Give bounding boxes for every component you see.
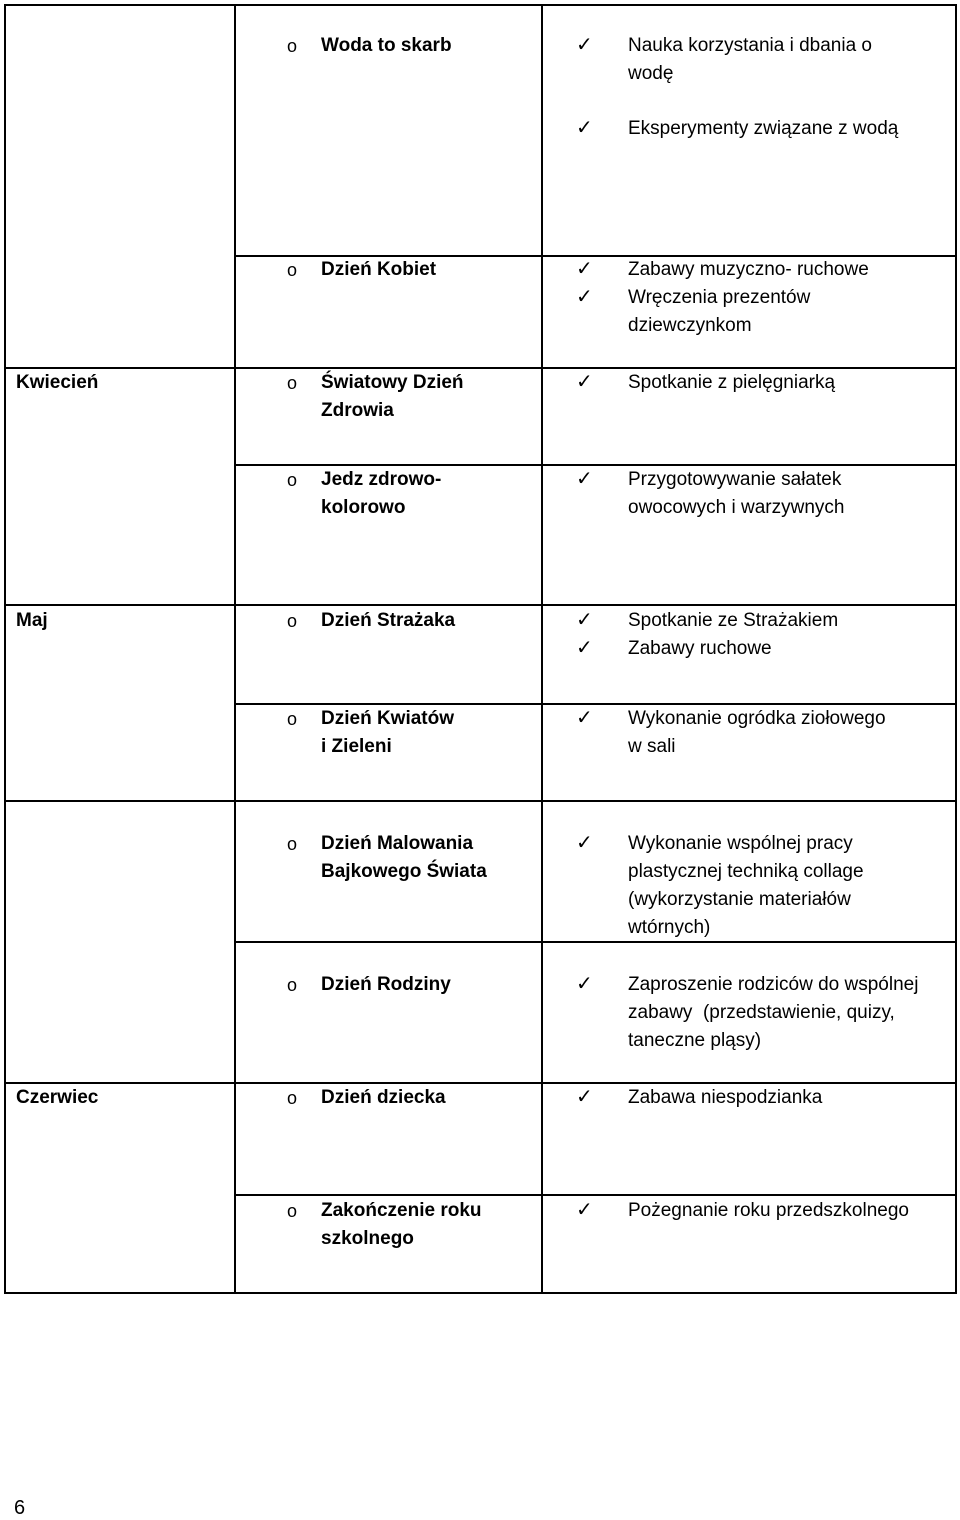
event-name: Jedz zdrowo- kolorowo — [321, 469, 442, 518]
bullet-icon: o — [287, 975, 298, 995]
event-name: Dzień Strażaka — [321, 610, 456, 631]
activity-text: Przygotowywanie sałatek owocowych i warzywnych — [628, 469, 845, 518]
row-divider — [4, 800, 957, 802]
event-name: Dzień Kwiatów i Zieleni — [321, 708, 455, 757]
check-icon: ✓ — [576, 468, 593, 490]
check-icon: ✓ — [576, 1086, 593, 1108]
row-divider — [234, 1194, 957, 1196]
check-icon: ✓ — [576, 609, 593, 631]
check-icon: ✓ — [576, 832, 593, 854]
bullet-icon: o — [287, 709, 298, 729]
column-divider — [541, 4, 543, 1294]
table-border-bottom — [4, 1292, 957, 1294]
table-border-right — [955, 4, 957, 1294]
activity-text: Spotkanie z pielęgniarką — [628, 372, 836, 393]
activity-text: Zabawy ruchowe — [628, 638, 772, 659]
activity-text: Wręczenia prezentów dziewczynkom — [628, 287, 811, 336]
month-label: Maj — [16, 610, 48, 631]
bullet-icon: o — [287, 260, 298, 280]
activity-text: Wykonanie ogródka ziołowego w sali — [628, 708, 886, 757]
check-icon: ✓ — [576, 117, 593, 139]
activity-text: Pożegnanie roku przedszkolnego — [628, 1200, 909, 1221]
bullet-icon: o — [287, 1088, 298, 1108]
activity-text: Eksperymenty związane z wodą — [628, 118, 899, 139]
column-divider — [234, 4, 236, 1294]
activity-text: Wykonanie wspólnej pracy plastycznej techniką collage (wykorzystanie materiałów wtórnych) — [628, 833, 864, 938]
activity-text: Zabawa niespodzianka — [628, 1087, 823, 1108]
check-icon: ✓ — [576, 34, 593, 56]
check-icon: ✓ — [576, 637, 593, 659]
check-icon: ✓ — [576, 371, 593, 393]
check-icon: ✓ — [576, 973, 593, 995]
activity-text: Zabawy muzyczno- ruchowe — [628, 259, 869, 280]
check-icon: ✓ — [576, 1199, 593, 1221]
bullet-icon: o — [287, 373, 298, 393]
check-icon: ✓ — [576, 258, 593, 280]
event-name: Dzień dziecka — [321, 1087, 446, 1108]
event-name: Dzień Malowania Bajkowego Świata — [321, 833, 487, 882]
page-number: 6 — [14, 1497, 26, 1519]
bullet-icon: o — [287, 1201, 298, 1221]
check-icon: ✓ — [576, 707, 593, 729]
month-label: Czerwiec — [16, 1087, 99, 1108]
bullet-icon: o — [287, 470, 298, 490]
event-name: Dzień Kobiet — [321, 259, 437, 280]
bullet-icon: o — [287, 834, 298, 854]
bullet-icon: o — [287, 36, 298, 56]
month-label: Kwiecień — [16, 372, 99, 393]
row-divider — [4, 604, 957, 606]
event-name: Dzień Rodziny — [321, 974, 451, 995]
activity-text: Spotkanie ze Strażakiem — [628, 610, 839, 631]
event-name: Światowy Dzień Zdrowia — [321, 372, 464, 421]
activity-text: Nauka korzystania i dbania o wodę — [628, 35, 872, 84]
event-name: Woda to skarb — [321, 35, 452, 56]
activity-text: Zaproszenie rodziców do wspólnej zabawy (przedstawienie, quizy, taneczne pląsy) — [628, 974, 919, 1051]
table-border-top — [4, 4, 957, 6]
check-icon: ✓ — [576, 286, 593, 308]
event-name: Zakończenie roku szkolnego — [321, 1200, 482, 1249]
table-border-left — [4, 4, 6, 1294]
bullet-icon: o — [287, 611, 298, 631]
